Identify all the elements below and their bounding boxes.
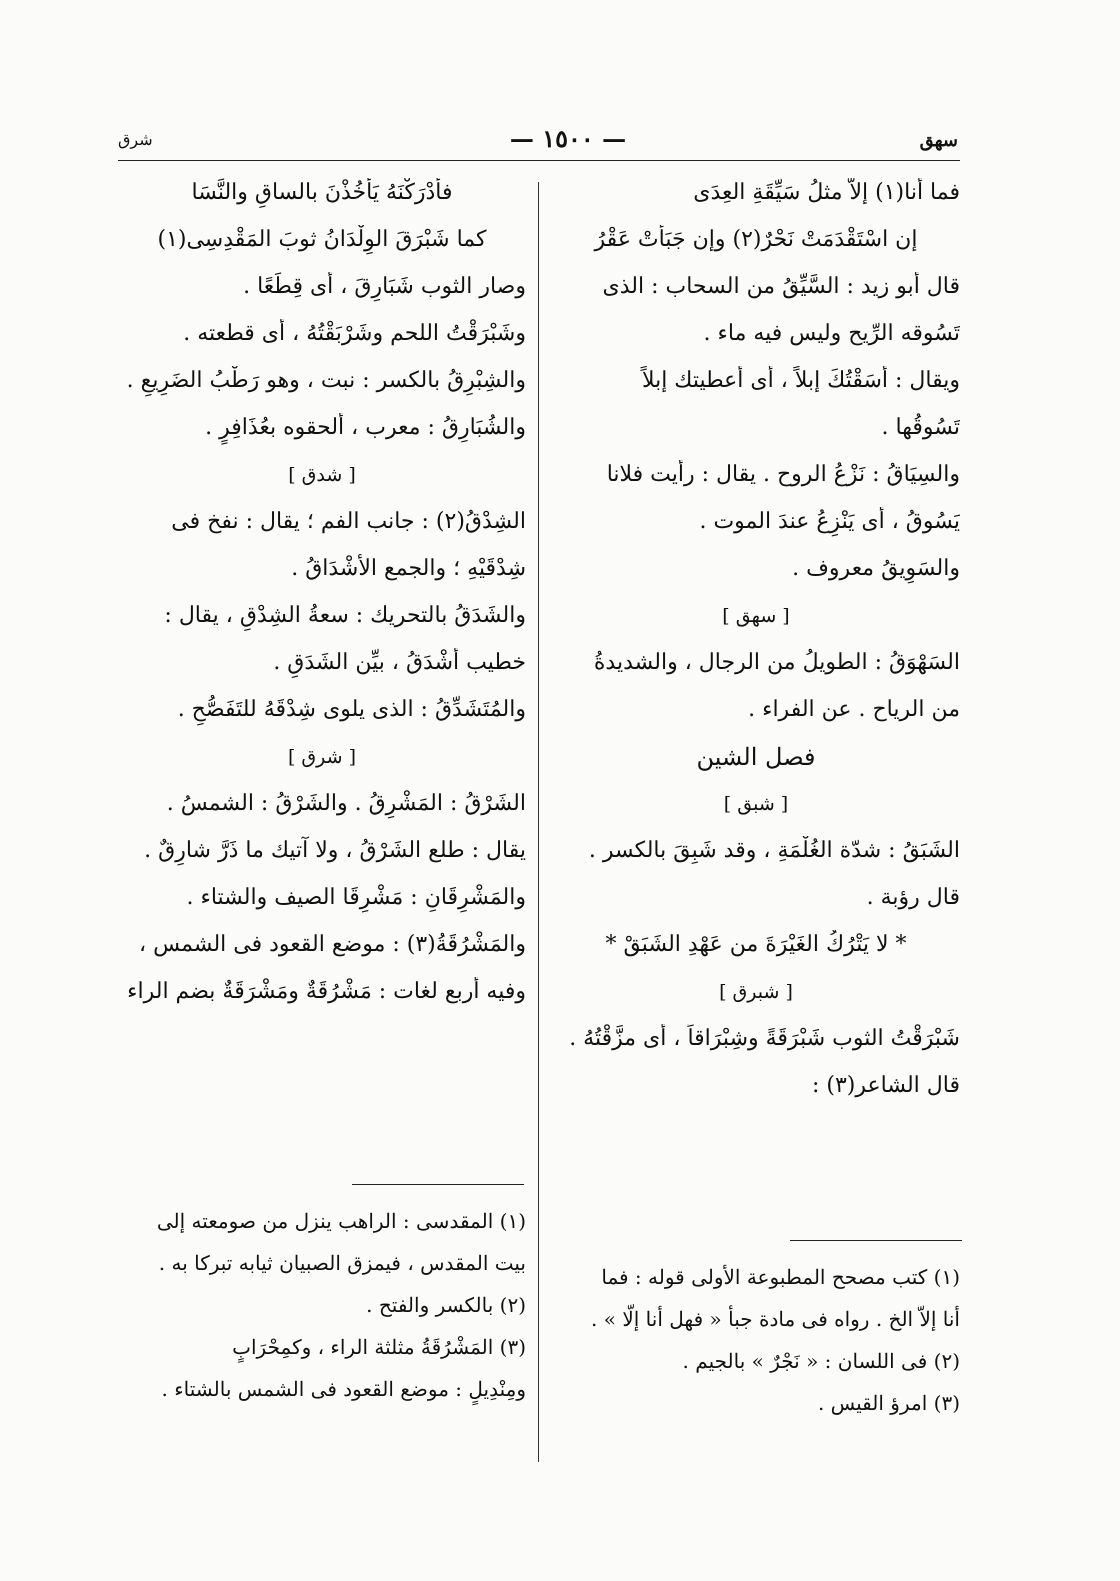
text-line: وفيه أربع لغات : مَشْرُقَةٌ ومَشْرَقَةٌ بضم الراء	[127, 979, 526, 1004]
text-line: إن اسْتَقْدَمَتْ نَحْرٌ(٢) وإن جَبَأَتْ عَقْرُ	[594, 227, 918, 252]
text-line: السَهْوَقُ : الطويلُ من الرجال ، والشديدةُ	[593, 650, 960, 675]
text-line: شِدْقَيْهِ ؛ والجمع الأَشْدَاقُ .	[291, 556, 526, 581]
text-line: خطيب أَشْدَقُ ، بيِّن الشَدَقِ .	[273, 650, 526, 675]
text-line: وشَبْرَقْتُ اللحم وشَرْبَقْتُهُ ، أى قطعته .	[183, 321, 526, 346]
header-rule	[118, 160, 960, 161]
text-line: الشَبَقُ : شدّة الغُلْمَةِ ، وقد شَبِقَ بالكسر .	[588, 838, 960, 863]
left-column	[118, 178, 526, 1024]
text-line: قال رؤبة .	[866, 885, 960, 910]
text-line: والمَشْرُقَةُ(٣) : موضع القعود فى الشمس ،	[138, 932, 526, 957]
section-title: فصل الشين	[696, 743, 816, 771]
text-line: والشَدَقُ بالتحريك : سعةُ الشِدْقِ ، يقال :	[164, 603, 526, 628]
footnote-line: (١) المقدسى : الراهب ينزل من صومعته إلى	[156, 1209, 526, 1233]
running-head-right: سهق	[919, 130, 958, 151]
entry-heading: [ شبق ]	[723, 793, 789, 815]
text-line: قال أبو زيد : السَّيِّقُ من السحاب : الذى	[602, 274, 960, 299]
text-line: قال الشاعر(٣) :	[811, 1073, 960, 1098]
entry-heading: [ شدق ]	[288, 464, 356, 486]
text-line: والمَشْرِقَانِ : مَشْرِقَا الصيف والشتاء .	[186, 885, 526, 910]
footnote-rule-left	[352, 1184, 524, 1185]
text-line: كما شَبْرَقَ الوِلْدَانُ ثوبَ المَقْدِسِى(١)	[157, 227, 487, 252]
footnote-line: (٢) بالكسر والفتح .	[366, 1293, 526, 1317]
footnote-line: (٣) امرؤ القيس .	[817, 1391, 960, 1415]
text-line: يَسُوقُ ، أى يَنْزِعُ عندَ الموت .	[699, 509, 960, 534]
text-line: تَسُوقُها .	[881, 415, 960, 440]
text-line: والسِيَاقُ : نَزْعُ الروح . يقال : رأيت فلانا	[606, 462, 960, 487]
entry-heading: [ شرق ]	[287, 746, 357, 768]
text-line: والشِبْرِقُ بالكسر : نبت ، وهو رَطْبُ الضَرِيعِ .	[126, 368, 526, 393]
running-head-left: شرق	[118, 130, 153, 149]
text-line: والمُتَشَدِّقُ : الذى يلوى شِدْقَهُ للتَفَصُّحِ .	[177, 697, 526, 722]
text-line: وصار الثوب شَبَارِقَ ، أى قِطَعًا .	[243, 274, 526, 299]
text-line: فما أنا(١) إلاَّ مثلُ سَيِّقَةِ العِدَى	[693, 180, 960, 205]
footnote-line: (١) كتب مصحح المطبوعة الأولى قوله : فما	[601, 1265, 960, 1289]
text-line: من الرياح . عن الفراء .	[748, 697, 960, 722]
footnote-line: (٣) المَشْرُقَةُ مثلثة الراء ، وكمِحْرَابٍ	[232, 1335, 526, 1359]
text-line: ويقال : أَسَقْتُكَ إبلاً ، أى أعطيتك إبلاً	[641, 368, 960, 393]
right-footnotes	[552, 1262, 960, 1430]
text-line: الشَرْقُ : المَشْرِقُ . والشَرْقُ : الشمسُ .	[166, 791, 526, 816]
text-line: شَبْرَقْتُ الثوب شَبْرَقَةً وشِبْرَاقاً ، أى مزَّقْتُهُ .	[569, 1026, 960, 1051]
left-footnotes	[118, 1206, 526, 1416]
text-line: * لا يَتْرُكُ الغَيْرَةَ من عَهْدِ الشَبَقْ *	[605, 932, 907, 957]
page-number: — ١٥٠٠ —	[509, 124, 627, 153]
page-header	[118, 124, 958, 164]
text-line: والسَوِيقُ معروف .	[792, 556, 960, 581]
entry-heading: [ شبرق ]	[719, 981, 793, 1003]
footnote-line: ومِنْدِيلٍ : موضع القعود فى الشمس بالشتاء .	[161, 1377, 526, 1401]
entry-heading: [ سهق ]	[722, 605, 790, 627]
text-line: تَسُوقه الرِّيح وليس فيه ماء .	[703, 321, 960, 346]
right-column	[552, 178, 960, 1118]
footnote-line: بيت المقدس ، فيمزق الصبيان ثيابه تبركا به .	[158, 1251, 526, 1275]
footnote-line: أنا إلاّ الخ . رواه فى مادة جبأ « فهل أنا إلّا » .	[591, 1307, 960, 1331]
text-line: يقال : طلع الشَرْقُ ، ولا آتيك ما ذَرَّ شارِقٌ .	[144, 838, 526, 863]
footnote-rule-right	[790, 1240, 962, 1241]
text-line: الشِدْقُ(٢) : جانب الفم ؛ يقال : نفخ فى	[171, 509, 526, 534]
footnote-line: (٢) فى اللسان : « نَجْرٌ » بالجيم .	[682, 1349, 960, 1373]
column-separator	[538, 182, 539, 1462]
text-line: فأَدْرَكْنَهُ يَأْخُذْنَ بالساقِ والنَّسَا	[191, 180, 453, 205]
text-line: والشُبَارِقُ : معرب ، ألحقوه بعُذَافِرٍ .	[205, 415, 526, 440]
